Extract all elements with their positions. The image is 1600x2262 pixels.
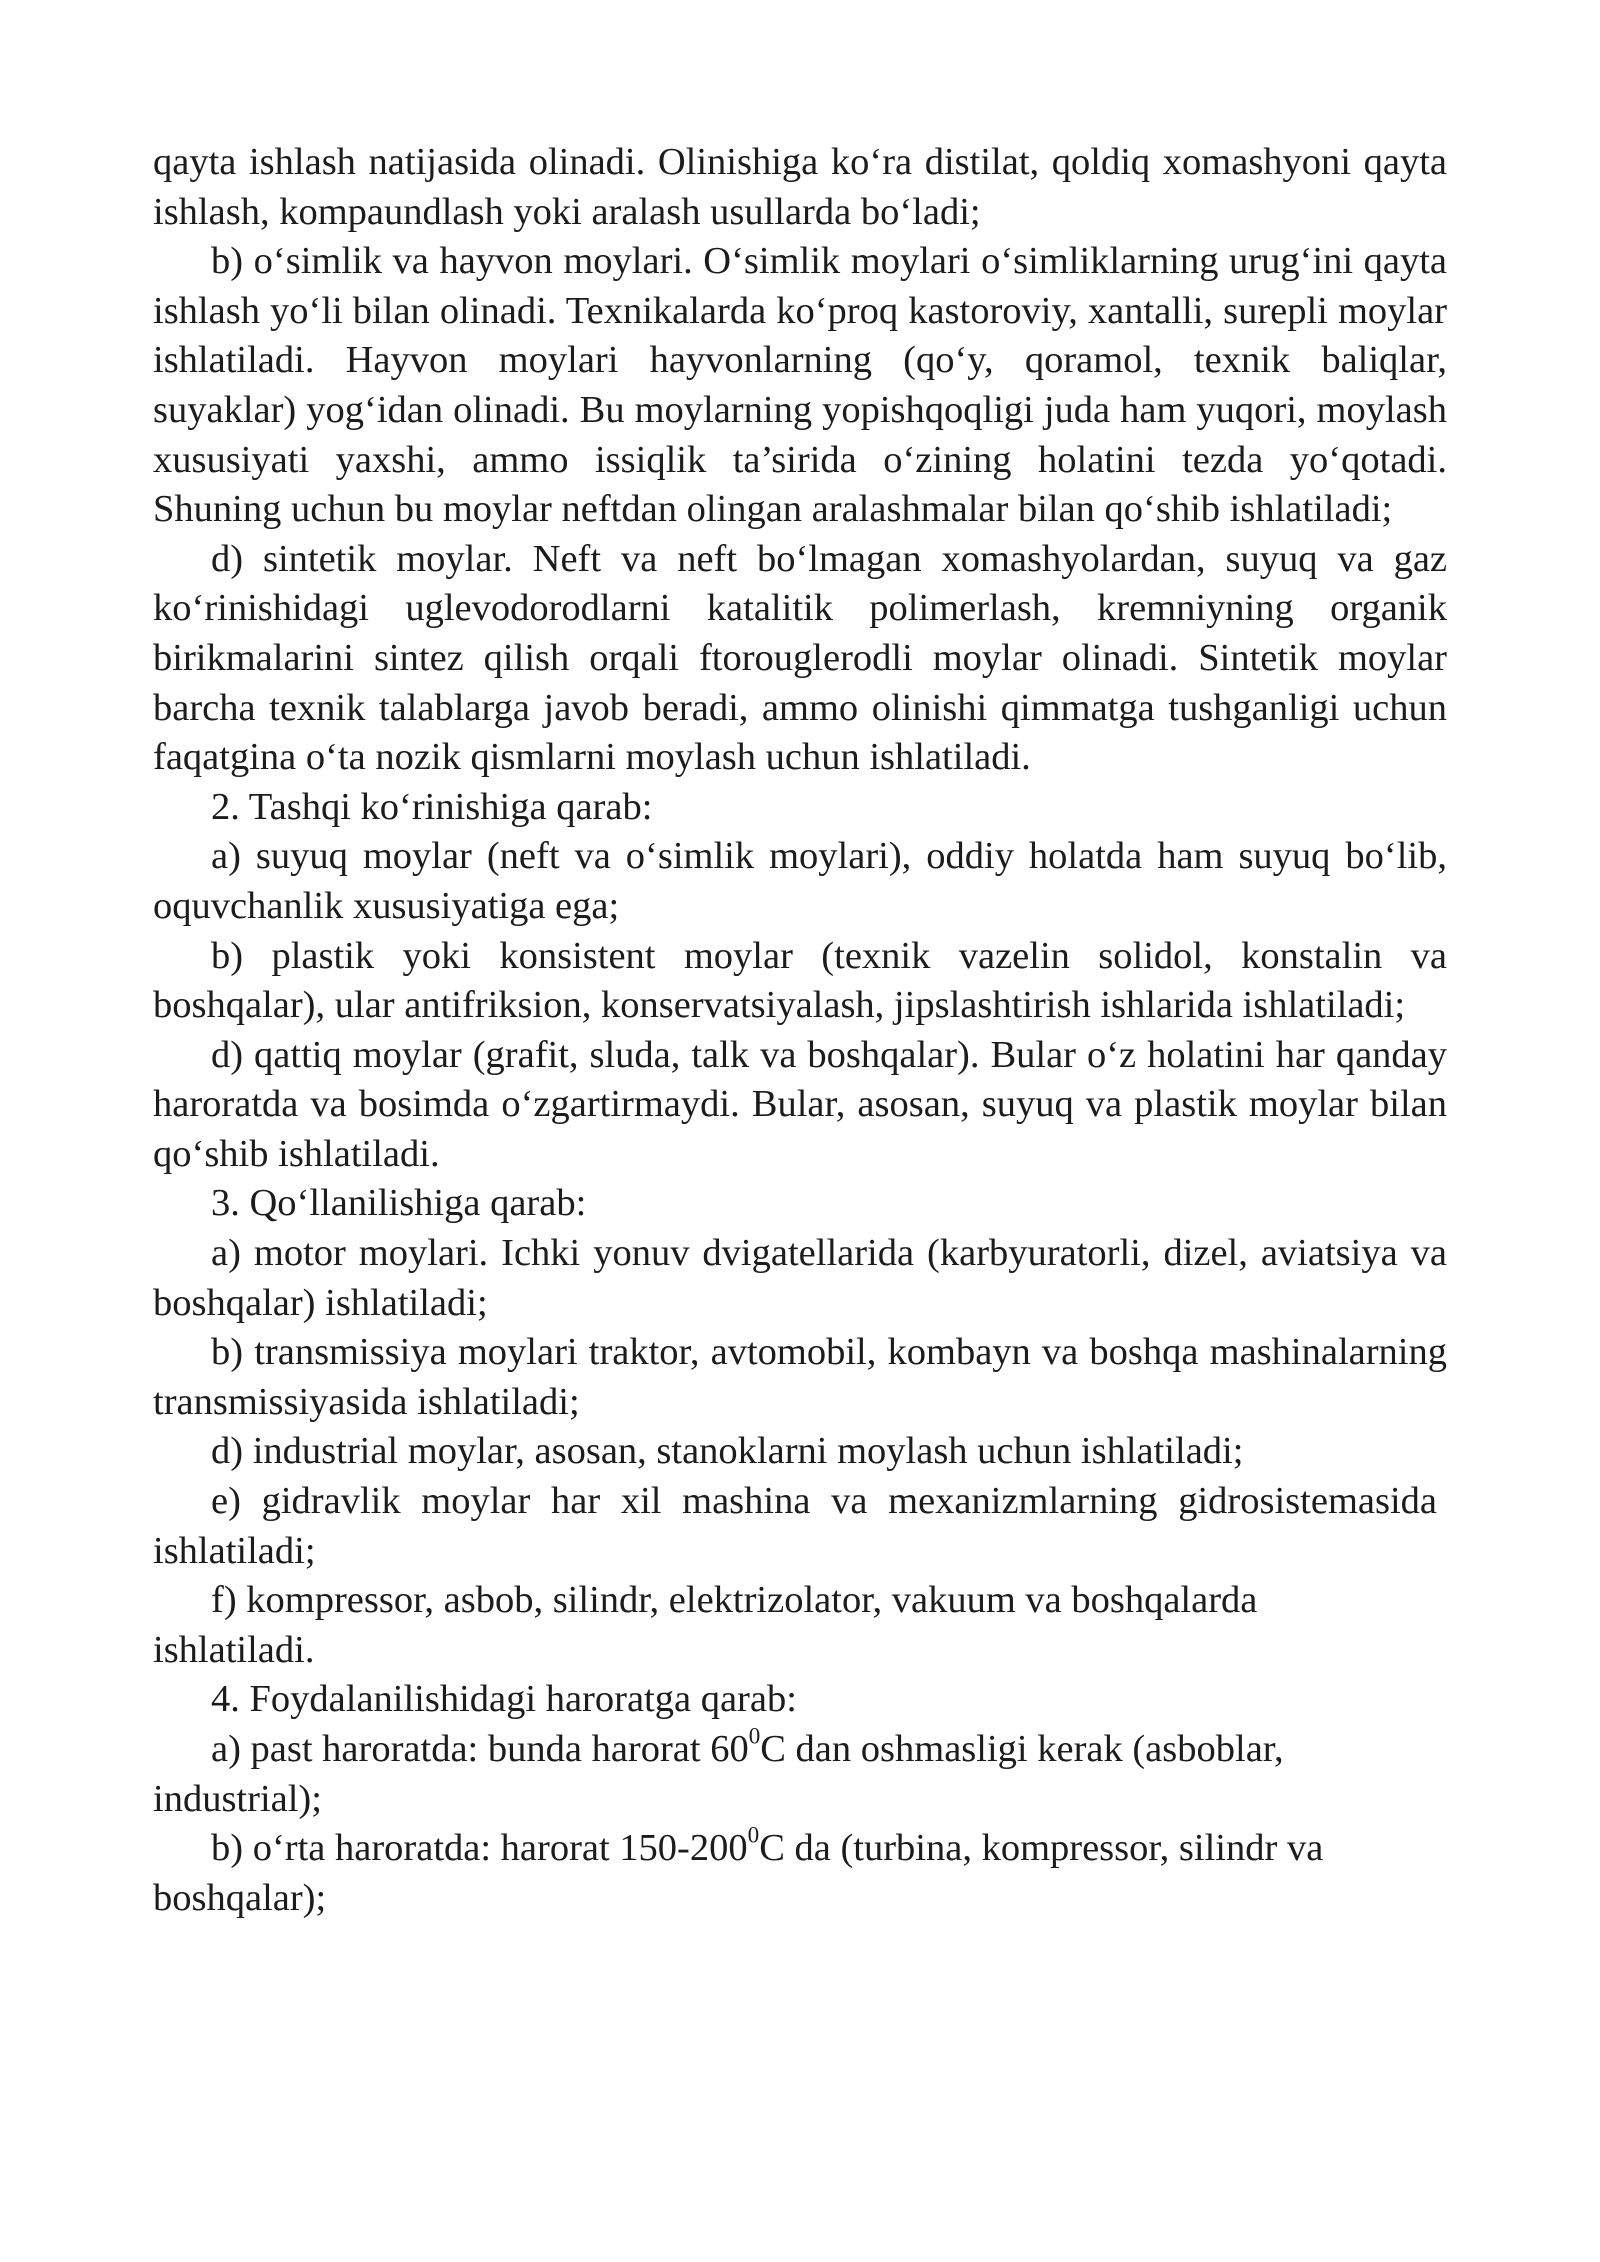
temp-low-before: a) past haroratda: bunda harorat 60 <box>211 1728 749 1770</box>
degree-superscript: 0 <box>748 1722 761 1749</box>
document-body <box>153 138 1447 1725</box>
document-page <box>153 138 1447 1923</box>
temp-mid-after: C da (turbina, kompressor, silindr va boshqalar); <box>153 1827 1324 1919</box>
paragraph: a) suyuq moylar (neft va o‘simlik moylari), oddiy holatda ham suyuq bo‘lib, oquvchanlik xususiyatiga ega; <box>153 835 1447 927</box>
paragraph: d) industrial moylar, asosan, stanoklarni moylash uchun ishlatiladi; <box>211 1430 1244 1473</box>
paragraph: d) qattiq moylar (grafit, sluda, talk va boshqalar). Bular o‘z holatini har qanday haroratda va bosimda o‘zgartirmaydi. Bular, asosan, suyuq va plastik moylar bilan qo‘shib ishlatiladi. <box>153 1033 1447 1175</box>
temp-low-after: C dan oshmasligi kerak (asboblar, industrial); <box>153 1728 1284 1820</box>
paragraph: f) kompressor, asbob, silindr, elektrizolator, vakuum va boshqalarda ishlatiladi. <box>153 1579 1258 1671</box>
paragraph: 2. Tashqi ko‘rinishiga qarab: <box>211 785 653 828</box>
paragraph: d) sintetik moylar. Neft va neft bo‘lmagan xomashyolardan, suyuq va gaz ko‘rinishidagi uglevodorodlarni katalitik polimerlash, kremniyning organik birikmalarini sintez qilish orqali ftorouglerodli moylar olinadi. Sintetik moylar barcha texnik talablarga javob beradi, ammo olinishi qimmatga tushganligi uchun faqatgina o‘ta nozik qismlarni moylash uchun ishlatiladi. <box>153 537 1447 779</box>
paragraph: a) motor moylari. Ichki yonuv dvigatellarida (karbyuratorli, dizel, aviatsiya va boshqalar) ishlatiladi; <box>153 1232 1447 1324</box>
paragraph: 4. Foydalanilishidagi haroratga qarab: <box>211 1678 797 1721</box>
paragraph: b) transmissiya moylari traktor, avtomobil, kombayn va boshqa mashinalarning transmissiyasida ishlatiladi; <box>153 1331 1447 1423</box>
degree-superscript: 0 <box>747 1821 760 1848</box>
paragraph-temp-mid <box>153 1821 1447 1923</box>
temp-mid-before: b) o‘rta haroratda: harorat 150-200 <box>211 1827 748 1870</box>
paragraph: b) o‘simlik va hayvon moylari. O‘simlik moylari o‘simliklarning urug‘ini qayta ishlash yo‘li bilan olinadi. Texnikalarda ko‘proq kastoroviy, xantalli, surepli moylar ishlatiladi. Hayvon moylari hayvonlarning (qo‘y, qoramol, texnik baliqlar, suyaklar) yog‘idan olinadi. Bu moylarning yopishqoqligi juda ham yuqori, moylash xususiyati yaxshi, ammo issiqlik ta’sirida o‘zining holatini tezda yo‘qotadi. Shuning uchun bu moylar neftdan olingan aralashmalar bilan qo‘shib ishlatiladi; <box>153 240 1447 531</box>
paragraph: e) gidravlik moylar har xil mashina va mexanizmlarning gidrosistemasida ishlatiladi; <box>153 1480 1437 1572</box>
paragraph: qayta ishlash natijasida olinadi. Olinishiga ko‘ra distilat, qoldiq xomashyoni qayta ishlash, kompaundlash yoki aralash usullarda bo‘ladi; <box>153 141 1447 233</box>
paragraph: b) plastik yoki konsistent moylar (texnik vazelin solidol, konstalin va boshqalar), ular antifriksion, konservatsiyalash, jipslashtirish ishlarida ishlatiladi; <box>153 934 1447 1027</box>
paragraph: 3. Qo‘llanilishiga qarab: <box>211 1182 587 1225</box>
paragraph-temp-low <box>153 1722 1447 1824</box>
